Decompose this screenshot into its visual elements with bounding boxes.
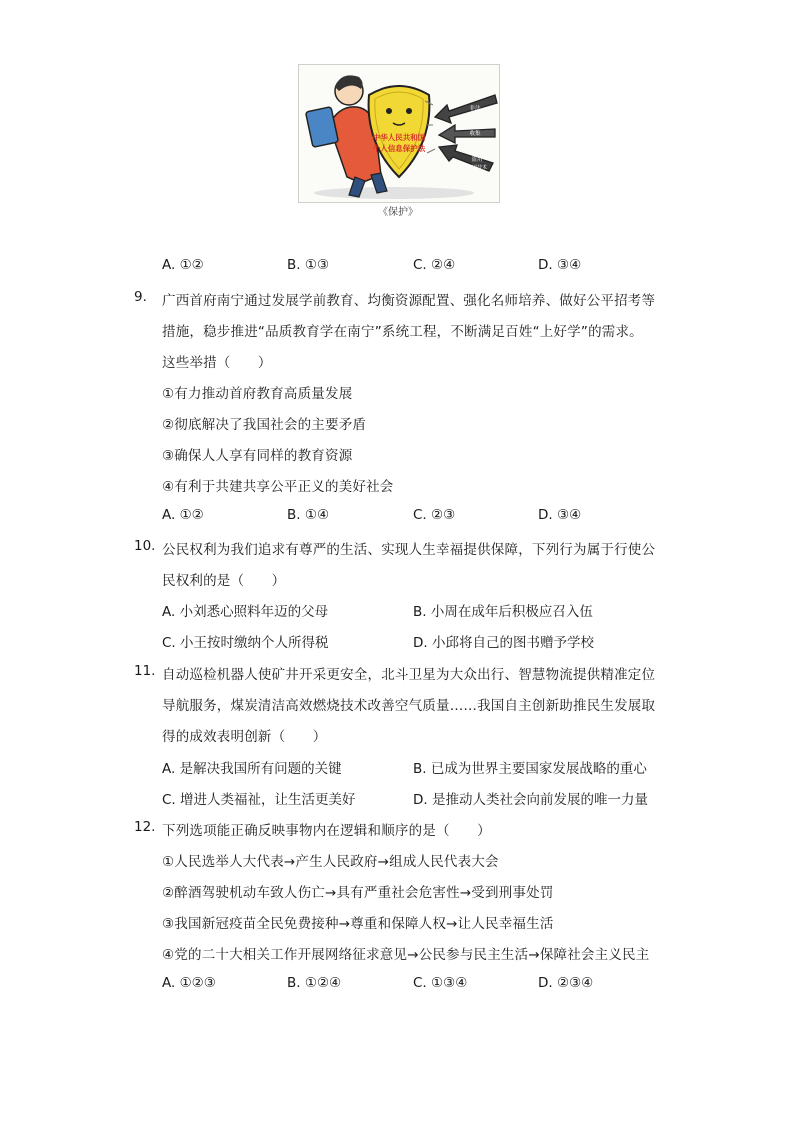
q12-stem-line-1: 下列选项能正确反映事物内在逻辑和顺序的是（ ） — [162, 823, 491, 839]
q9-option-b[interactable]: B. ①④ — [287, 507, 330, 523]
q12-option-a[interactable]: A. ①②③ — [162, 975, 216, 991]
q12-option-d[interactable]: D. ②③④ — [538, 975, 594, 991]
q10-option-b[interactable]: B. 小周在成年后积极应召入伍 — [413, 604, 593, 620]
shield-text-2: 个人信息保护法 — [372, 144, 426, 153]
q11-number: 11. — [134, 663, 156, 679]
figure-caption: 《保护》 — [378, 207, 418, 218]
arrow-label-1: 非法 — [469, 106, 481, 112]
q9-stem-line-2: 措施，稳步推进“品质教育学在南宁”系统工程，不断满足百姓“上好学”的需求。 — [162, 324, 643, 340]
q12-option-b[interactable]: B. ①②④ — [287, 975, 342, 991]
q10-option-d[interactable]: D. 小邱将自己的图书赠予学校 — [413, 635, 594, 651]
q8-option-c[interactable]: C. ②④ — [413, 257, 456, 273]
q10-option-a[interactable]: A. 小刘悉心照料年迈的父母 — [162, 604, 329, 620]
q12-statement-3: ③我国新冠疫苗全民免费接种→尊重和保障人权→让人民幸福生活 — [162, 916, 554, 932]
q9-option-a[interactable]: A. ①② — [162, 507, 204, 523]
q11-option-a[interactable]: A. 是解决我国所有问题的关键 — [162, 761, 342, 777]
q11-stem-line-3: 得的成效表明创新（ ） — [162, 729, 327, 745]
q11-stem-line-2: 导航服务，煤炭清洁高效燃烧技术改善空气质量……我国自主创新助推民生发展取 — [162, 698, 656, 714]
q9-option-c[interactable]: C. ②③ — [413, 507, 456, 523]
arrow-label-2: 收集 — [469, 131, 481, 137]
q10-number: 10. — [134, 538, 156, 554]
q9-number: 9. — [134, 289, 147, 305]
q10-option-c[interactable]: C. 小王按时缴纳个人所得税 — [162, 635, 329, 651]
q12-statement-1: ①人民选举人大代表→产生人民政府→组成人民代表大会 — [162, 854, 499, 870]
q8-option-a[interactable]: A. ①② — [162, 257, 204, 273]
q11-option-d[interactable]: D. 是推动人类社会向前发展的唯一力量 — [413, 792, 648, 808]
q11-option-c[interactable]: C. 增进人类福祉，让生活更美好 — [162, 792, 356, 808]
q9-statement-4: ④有利于共建共享公平正义的美好社会 — [162, 479, 394, 495]
q10-stem-line-1: 公民权利为我们追求有尊严的生活、实现人生幸福提供保障，下列行为属于行使公 — [162, 542, 656, 558]
cartoon-illustration — [299, 65, 499, 202]
q11-stem-line-1: 自动巡检机器人使矿井开采更安全，北斗卫星为大众出行、智慧物流提供精准定位 — [162, 667, 656, 683]
q12-number: 12. — [134, 819, 156, 835]
q9-stem-line-1: 广西首府南宁通过发展学前教育、均衡资源配置、强化名师培养、做好公平招考等 — [162, 293, 656, 309]
q8-option-d[interactable]: D. ③④ — [538, 257, 582, 273]
q8-option-b[interactable]: B. ①③ — [287, 257, 330, 273]
protection-cartoon — [298, 64, 500, 203]
q10-stem-line-2: 民权利的是（ ） — [162, 573, 286, 589]
q9-stem-line-3: 这些举措（ ） — [162, 355, 272, 371]
q9-statement-1: ①有力推动首府教育高质量发展 — [162, 386, 353, 402]
q9-statement-3: ③确保人人享有同样的教育资源 — [162, 448, 353, 464]
q12-statement-2: ②醉酒驾驶机动车致人伤亡→具有严重社会危害性→受到刑事处罚 — [162, 885, 554, 901]
shield-text-1: 中华人民共和国 — [372, 133, 426, 142]
arrow-label-4: 识别技术 — [466, 165, 488, 171]
q12-option-c[interactable]: C. ①③④ — [413, 975, 468, 991]
arrow-label-3: 盗用 — [471, 157, 483, 163]
q9-option-d[interactable]: D. ③④ — [538, 507, 582, 523]
q11-option-b[interactable]: B. 已成为世界主要国家发展战略的重心 — [413, 761, 647, 777]
q12-statement-4: ④党的二十大相关工作开展网络征求意见→公民参与民主生活→保障社会主义民主 — [162, 947, 650, 963]
q9-statement-2: ②彻底解决了我国社会的主要矛盾 — [162, 417, 367, 433]
